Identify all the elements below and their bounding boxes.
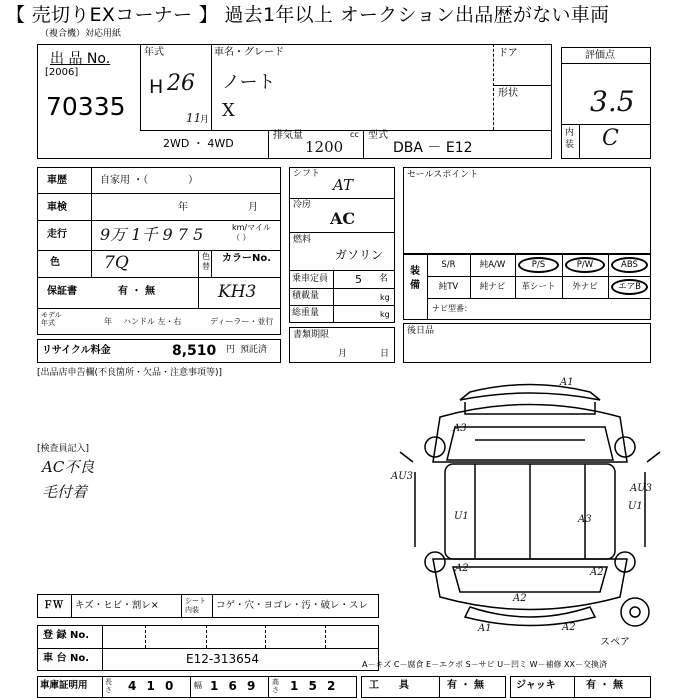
tools-label: 工 具 xyxy=(369,680,409,691)
equipment-item: ABS xyxy=(621,260,638,270)
recycle-status: 預託済 xyxy=(240,345,268,355)
equipment-item: S/R xyxy=(441,260,456,270)
chassis-label: 車 台 No. xyxy=(43,653,90,664)
model-year-unit: 年 xyxy=(104,317,112,326)
seat-label: シート内装 xyxy=(185,597,206,614)
equipment-item: P/W xyxy=(576,260,594,270)
capacity-label: 乗車定員 xyxy=(292,274,329,284)
inspection-label: 車検 xyxy=(47,202,67,213)
car-grade: X xyxy=(222,100,235,121)
displacement-unit: cc xyxy=(350,130,359,139)
lot-label: 出 品 No. xyxy=(50,51,111,67)
interior-label: 内装 xyxy=(565,128,575,150)
color-no-value: KH3 xyxy=(218,282,257,302)
warranty-label: 保証書 xyxy=(47,286,77,297)
declaration-label: [出品店申告欄(不良箇所・欠品・注意事項等)] xyxy=(37,368,223,378)
docs-month: 月 xyxy=(338,349,348,359)
recycle-amount: 8,510 xyxy=(172,343,217,359)
length-label: 長さ xyxy=(105,678,112,694)
gross-unit: kg xyxy=(380,310,390,319)
door-label: ドア xyxy=(498,48,518,59)
year-label: 年式 xyxy=(144,47,164,58)
displacement-label: 排気量 xyxy=(273,130,303,141)
grade-score: 3.5 xyxy=(590,85,635,118)
spare-label: スペア xyxy=(600,637,630,648)
shift-label: シフト xyxy=(293,169,321,179)
seat-text: コゲ・穴・ヨゴレ・汚・破レ・スレ xyxy=(216,600,369,611)
capacity-value: 5 xyxy=(355,273,362,286)
damage-mark: AU3 xyxy=(391,471,414,482)
inspection-year: 年 xyxy=(178,202,188,213)
car-damage-diagram xyxy=(395,372,665,642)
fw-label: ＦＷ xyxy=(43,600,63,611)
handle-label: ハンドル 左・右 xyxy=(123,317,182,326)
equipment-item: 純ナビ xyxy=(479,282,506,292)
month-value: 11 xyxy=(186,111,202,125)
fuel-value: ガソリン xyxy=(335,248,384,262)
equipment-item: 純A/W xyxy=(479,260,506,270)
shape-label: 形状 xyxy=(498,88,518,99)
length-value: 4 1 0 xyxy=(128,679,177,693)
car-name-label: 車名・グレード xyxy=(214,47,284,58)
docs-label: 書類期限 xyxy=(293,330,330,340)
damage-mark: A3 xyxy=(578,514,592,525)
equipment-item: P/S xyxy=(531,260,546,270)
later-items-label: 後日品 xyxy=(407,326,435,336)
damage-mark: A2 xyxy=(562,622,576,633)
navi-label: ナビ型番： xyxy=(432,304,472,313)
docs-day: 日 xyxy=(380,349,390,359)
equipment-item: 革シート xyxy=(521,282,556,292)
grade-label: 評価点 xyxy=(585,50,615,61)
year-value: 26 xyxy=(167,71,195,96)
inspector-label: [検査員記入] xyxy=(37,444,90,454)
damage-mark: A1 xyxy=(560,377,574,388)
paper-note: （複合機）対応用紙 xyxy=(40,29,122,39)
fuel-label: 燃料 xyxy=(293,235,312,245)
damage-mark: A2 xyxy=(455,563,469,574)
equipment-item: エアB xyxy=(618,282,641,292)
equipment-circle-mark xyxy=(611,257,648,273)
damage-mark: U1 xyxy=(628,501,643,512)
registration-label: 登 録 No. xyxy=(43,630,90,641)
shift-value: AT xyxy=(333,176,354,194)
lot-number: 70335 xyxy=(46,92,126,121)
mileage-units: km/マイル（ ） xyxy=(232,223,271,242)
model-type-label: 型式 xyxy=(368,130,388,141)
ac-label: 冷房 xyxy=(293,200,312,210)
fw-text: キズ・ヒビ・割レ× xyxy=(75,600,159,611)
sales-point-box xyxy=(403,167,651,254)
load-label: 積載量 xyxy=(292,291,320,301)
equipment-circle-mark xyxy=(565,257,605,273)
ac-value: AC xyxy=(330,209,356,228)
model-code: DBA － E12 xyxy=(393,140,473,156)
year-era: H xyxy=(149,76,164,98)
color-value: 7Q xyxy=(104,253,129,273)
dealer-label: ディーラー・並行 xyxy=(210,317,274,326)
damage-mark: A3 xyxy=(453,423,467,434)
jack-label: ジャッキ xyxy=(516,680,556,691)
height-value: 1 5 2 xyxy=(290,679,339,693)
equipment-label: 装備 xyxy=(410,266,420,291)
garage-cert-label: 車庫証明用 xyxy=(40,680,88,691)
recycle-label: リサイクル料金 xyxy=(42,345,111,356)
equipment-circle-mark xyxy=(518,257,559,273)
car-name: ノート xyxy=(222,72,276,93)
damage-mark: AU3 xyxy=(630,483,653,494)
width-value: 1 6 9 xyxy=(210,679,259,693)
drive-type: 2WD ・ 4WD xyxy=(163,137,234,150)
month-unit: 月 xyxy=(200,115,210,125)
history-value: 自家用 ・（ ） xyxy=(100,175,199,186)
lot-year-tag: [2006] xyxy=(45,67,79,78)
jack-value: 有 ・ 無 xyxy=(586,680,623,691)
inspector-note-2: 毛付着 xyxy=(42,483,88,501)
chassis-number: E12-313654 xyxy=(186,652,259,666)
equipment-circle-mark xyxy=(611,279,648,295)
model-year-label: モデル年式 xyxy=(41,311,62,327)
damage-mark: A1 xyxy=(478,623,492,634)
history-label: 車歴 xyxy=(47,175,67,186)
mileage-label: 走行 xyxy=(47,229,67,240)
damage-legend: A－キズ C－腐食 E－エクボ S－サビ U－凹ミ W－補修 XX－交換済 xyxy=(362,660,608,669)
tools-value: 有 ・ 無 xyxy=(447,680,484,691)
capacity-unit: 名 xyxy=(379,274,389,284)
equipment-item: 純TV xyxy=(438,282,459,292)
width-label: 幅 xyxy=(194,681,202,690)
interior-grade: C xyxy=(602,126,619,151)
color-no-label: カラーNo. xyxy=(222,253,272,264)
damage-mark: A2 xyxy=(590,567,604,578)
later-items-box xyxy=(403,323,651,363)
mileage-value: 9万 1千 9 7 5 xyxy=(100,225,204,244)
equipment-item: 外ナビ xyxy=(572,282,598,292)
inspection-month: 月 xyxy=(248,202,258,213)
height-label: 高さ xyxy=(272,678,279,694)
damage-mark: U1 xyxy=(454,511,469,522)
page-banner: 【 売切りEXコーナー 】 過去1年以上 オークション出品歴がない車両 xyxy=(0,0,700,31)
color-change-label: 色替 xyxy=(202,252,210,271)
recycle-unit: 円 xyxy=(226,345,236,355)
sales-point-label: セールスポイント xyxy=(407,170,479,180)
load-unit: kg xyxy=(380,293,390,302)
inspector-note-1: AC不良 xyxy=(42,458,95,476)
gross-label: 総重量 xyxy=(292,308,320,318)
damage-mark: A2 xyxy=(513,593,527,604)
displacement-value: 1200 xyxy=(305,138,344,156)
color-label: 色 xyxy=(50,257,60,268)
warranty-value: 有 ・ 無 xyxy=(118,286,155,297)
